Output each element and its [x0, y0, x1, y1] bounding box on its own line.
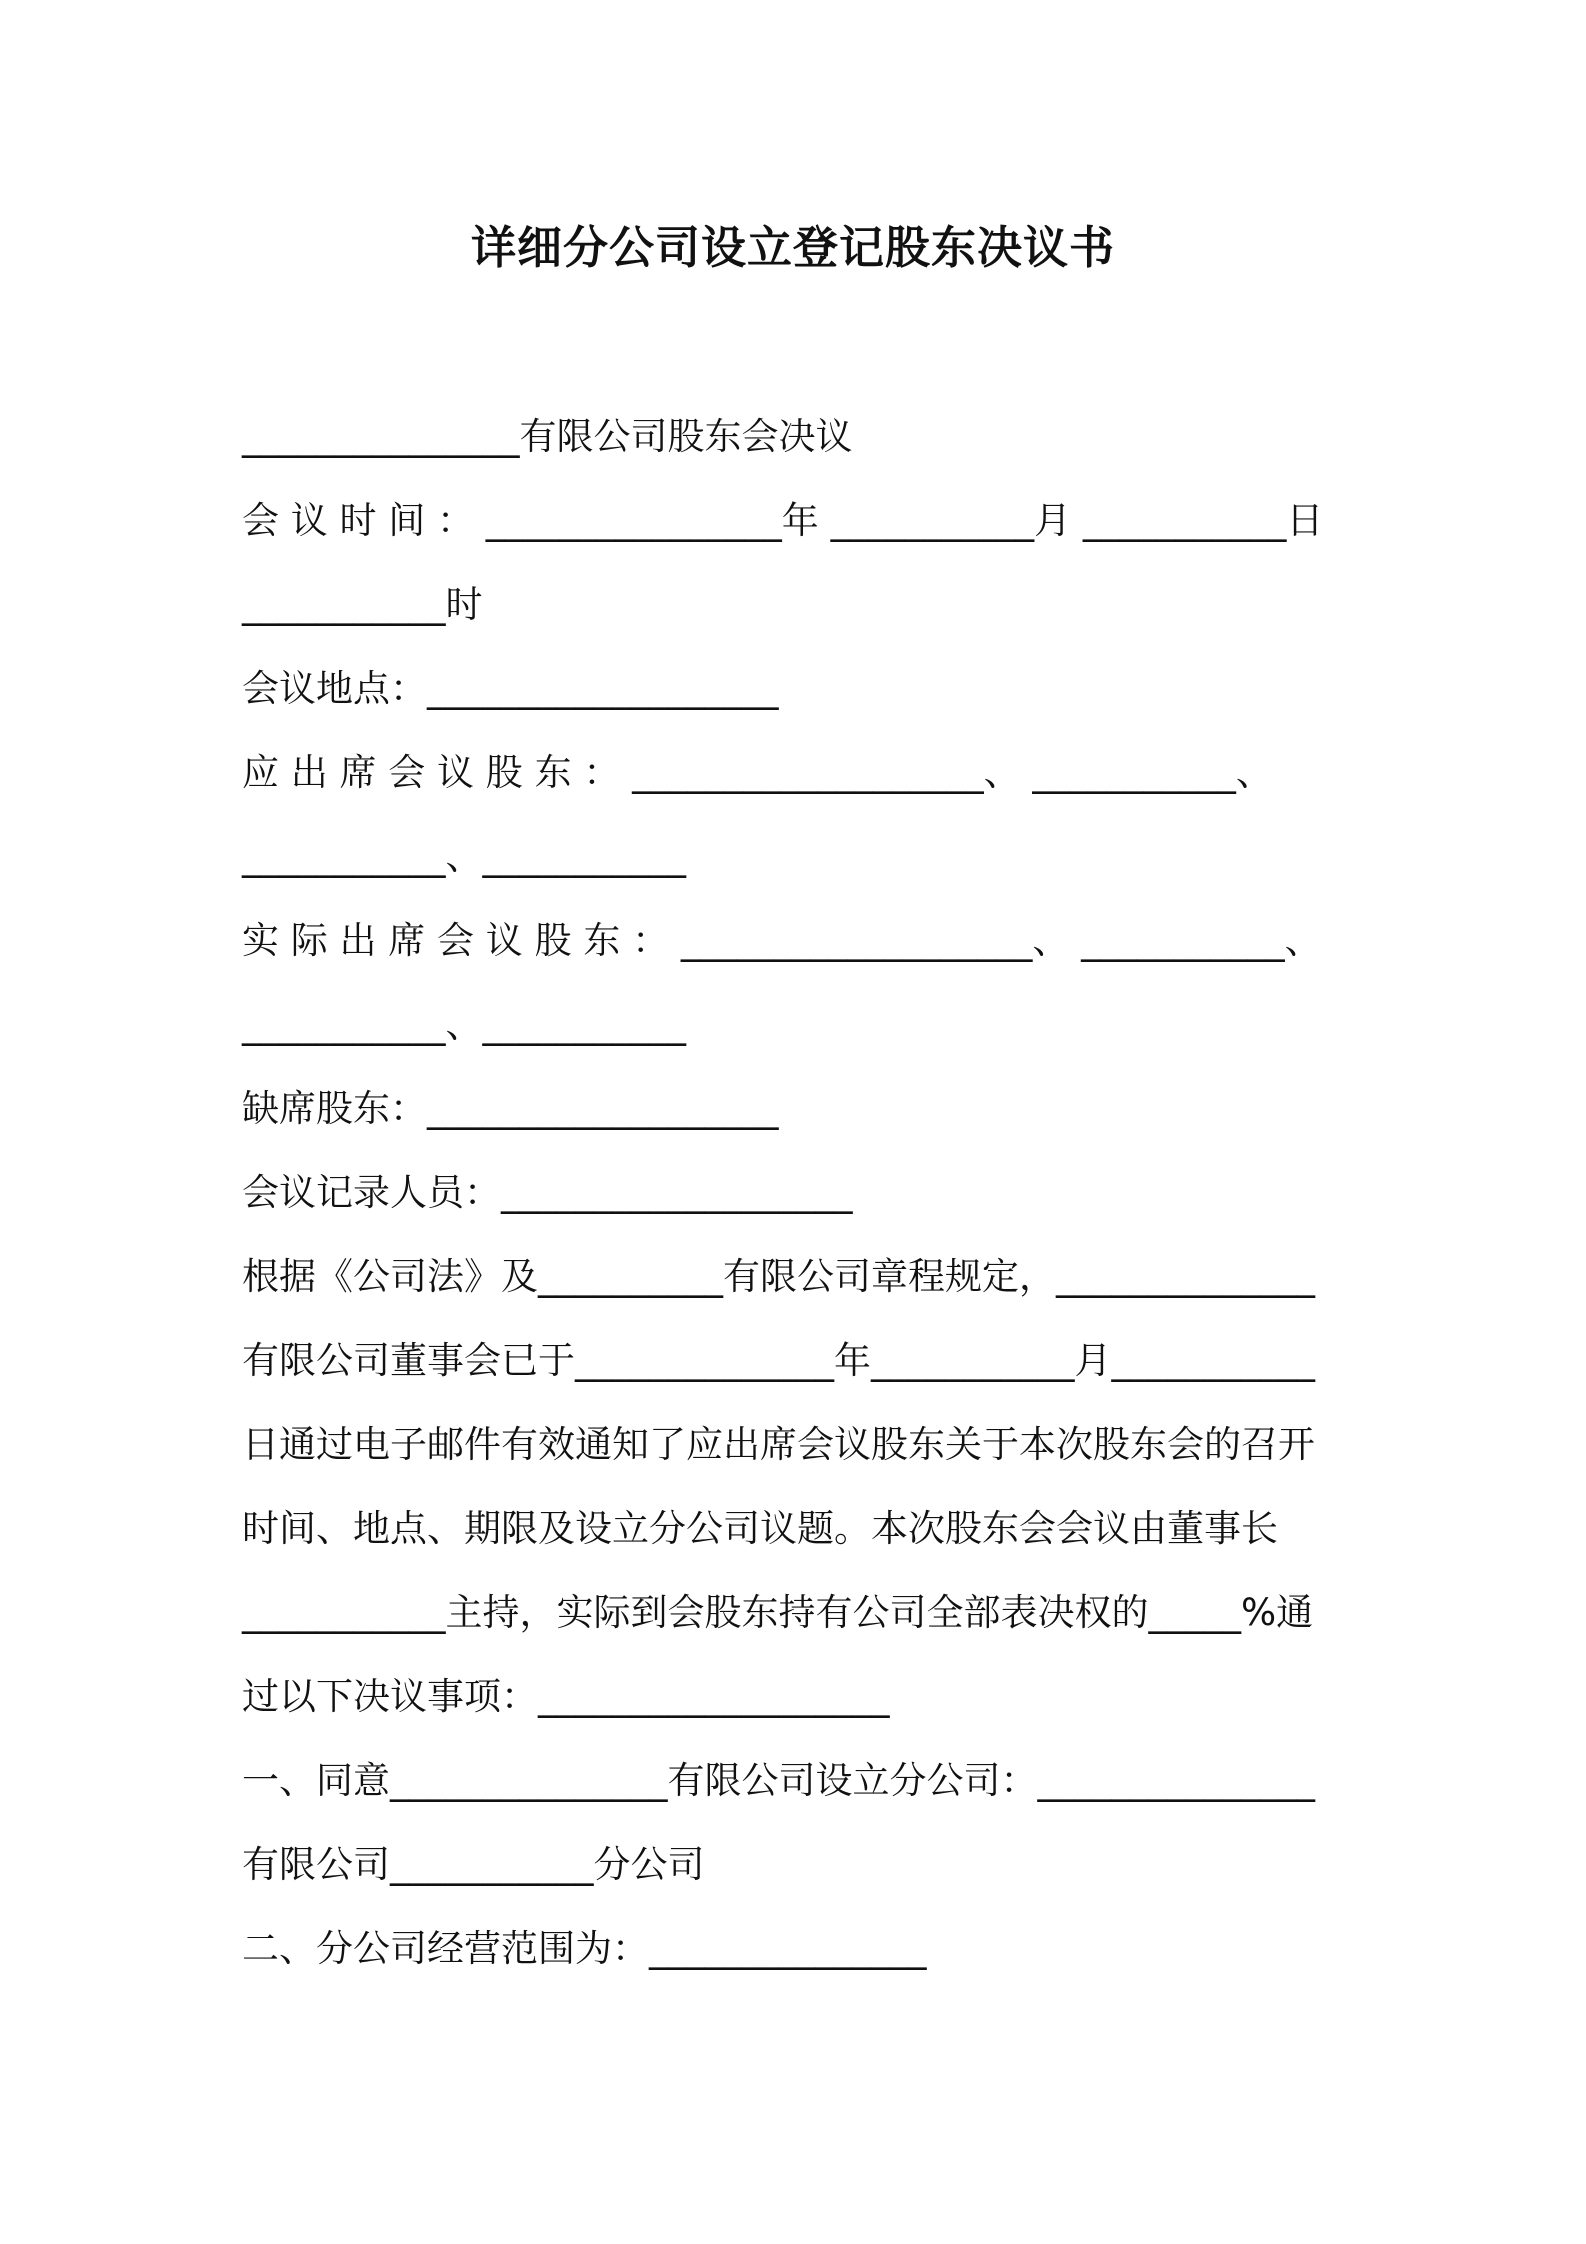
attending-shareholders-line: 实 际 出 席 会 议 股 东 ： ___________________、 ___________、 — [242, 919, 1322, 962]
resolution-item-1: 一、同意_______________有限公司设立分公司：_______________ — [242, 1759, 1315, 1802]
resolution-item-1-continued: 有限公司___________分公司 — [242, 1843, 705, 1886]
meeting-recorder-line: 会议记录人员：___________________ — [242, 1171, 853, 1214]
absent-shareholders-line: 缺席股东：___________________ — [242, 1087, 779, 1130]
required-shareholders-continued: ___________、___________ — [242, 835, 686, 878]
body-paragraph-line-4: 时间、地点、期限及设立分公司议题。本次股东会会议由董事长 — [242, 1507, 1278, 1550]
meeting-hour-line: ___________时 — [242, 583, 483, 626]
company-resolution-heading: _______________有限公司股东会决议 — [242, 415, 853, 458]
body-paragraph-line-1: 根据《公司法》及__________有限公司章程规定，______________ — [242, 1255, 1315, 1298]
required-shareholders-line: 应 出 席 会 议 股 东 ： ___________________、 ___________、 — [242, 751, 1273, 794]
body-paragraph-line-2: 有限公司董事会已于______________年___________月___________ — [242, 1339, 1315, 1382]
attending-shareholders-continued: ___________、___________ — [242, 1003, 686, 1046]
meeting-time-line: 会 议 时 间 ： ________________年 ___________月 ___________日 — [242, 499, 1324, 542]
body-paragraph-line-6: 过以下决议事项：___________________ — [242, 1675, 890, 1718]
meeting-location-line: 会议地点：___________________ — [242, 667, 779, 710]
body-paragraph-line-5: ___________主持，实际到会股东持有公司全部表决权的_____%通 — [242, 1591, 1314, 1634]
document-title: 详细分公司设立登记股东决议书 — [470, 221, 1115, 274]
body-paragraph-line-3: 日通过电子邮件有效通知了应出席会议股东关于本次股东会的召开 — [242, 1423, 1315, 1466]
resolution-item-2: 二、分公司经营范围为：_______________ — [242, 1927, 927, 1970]
